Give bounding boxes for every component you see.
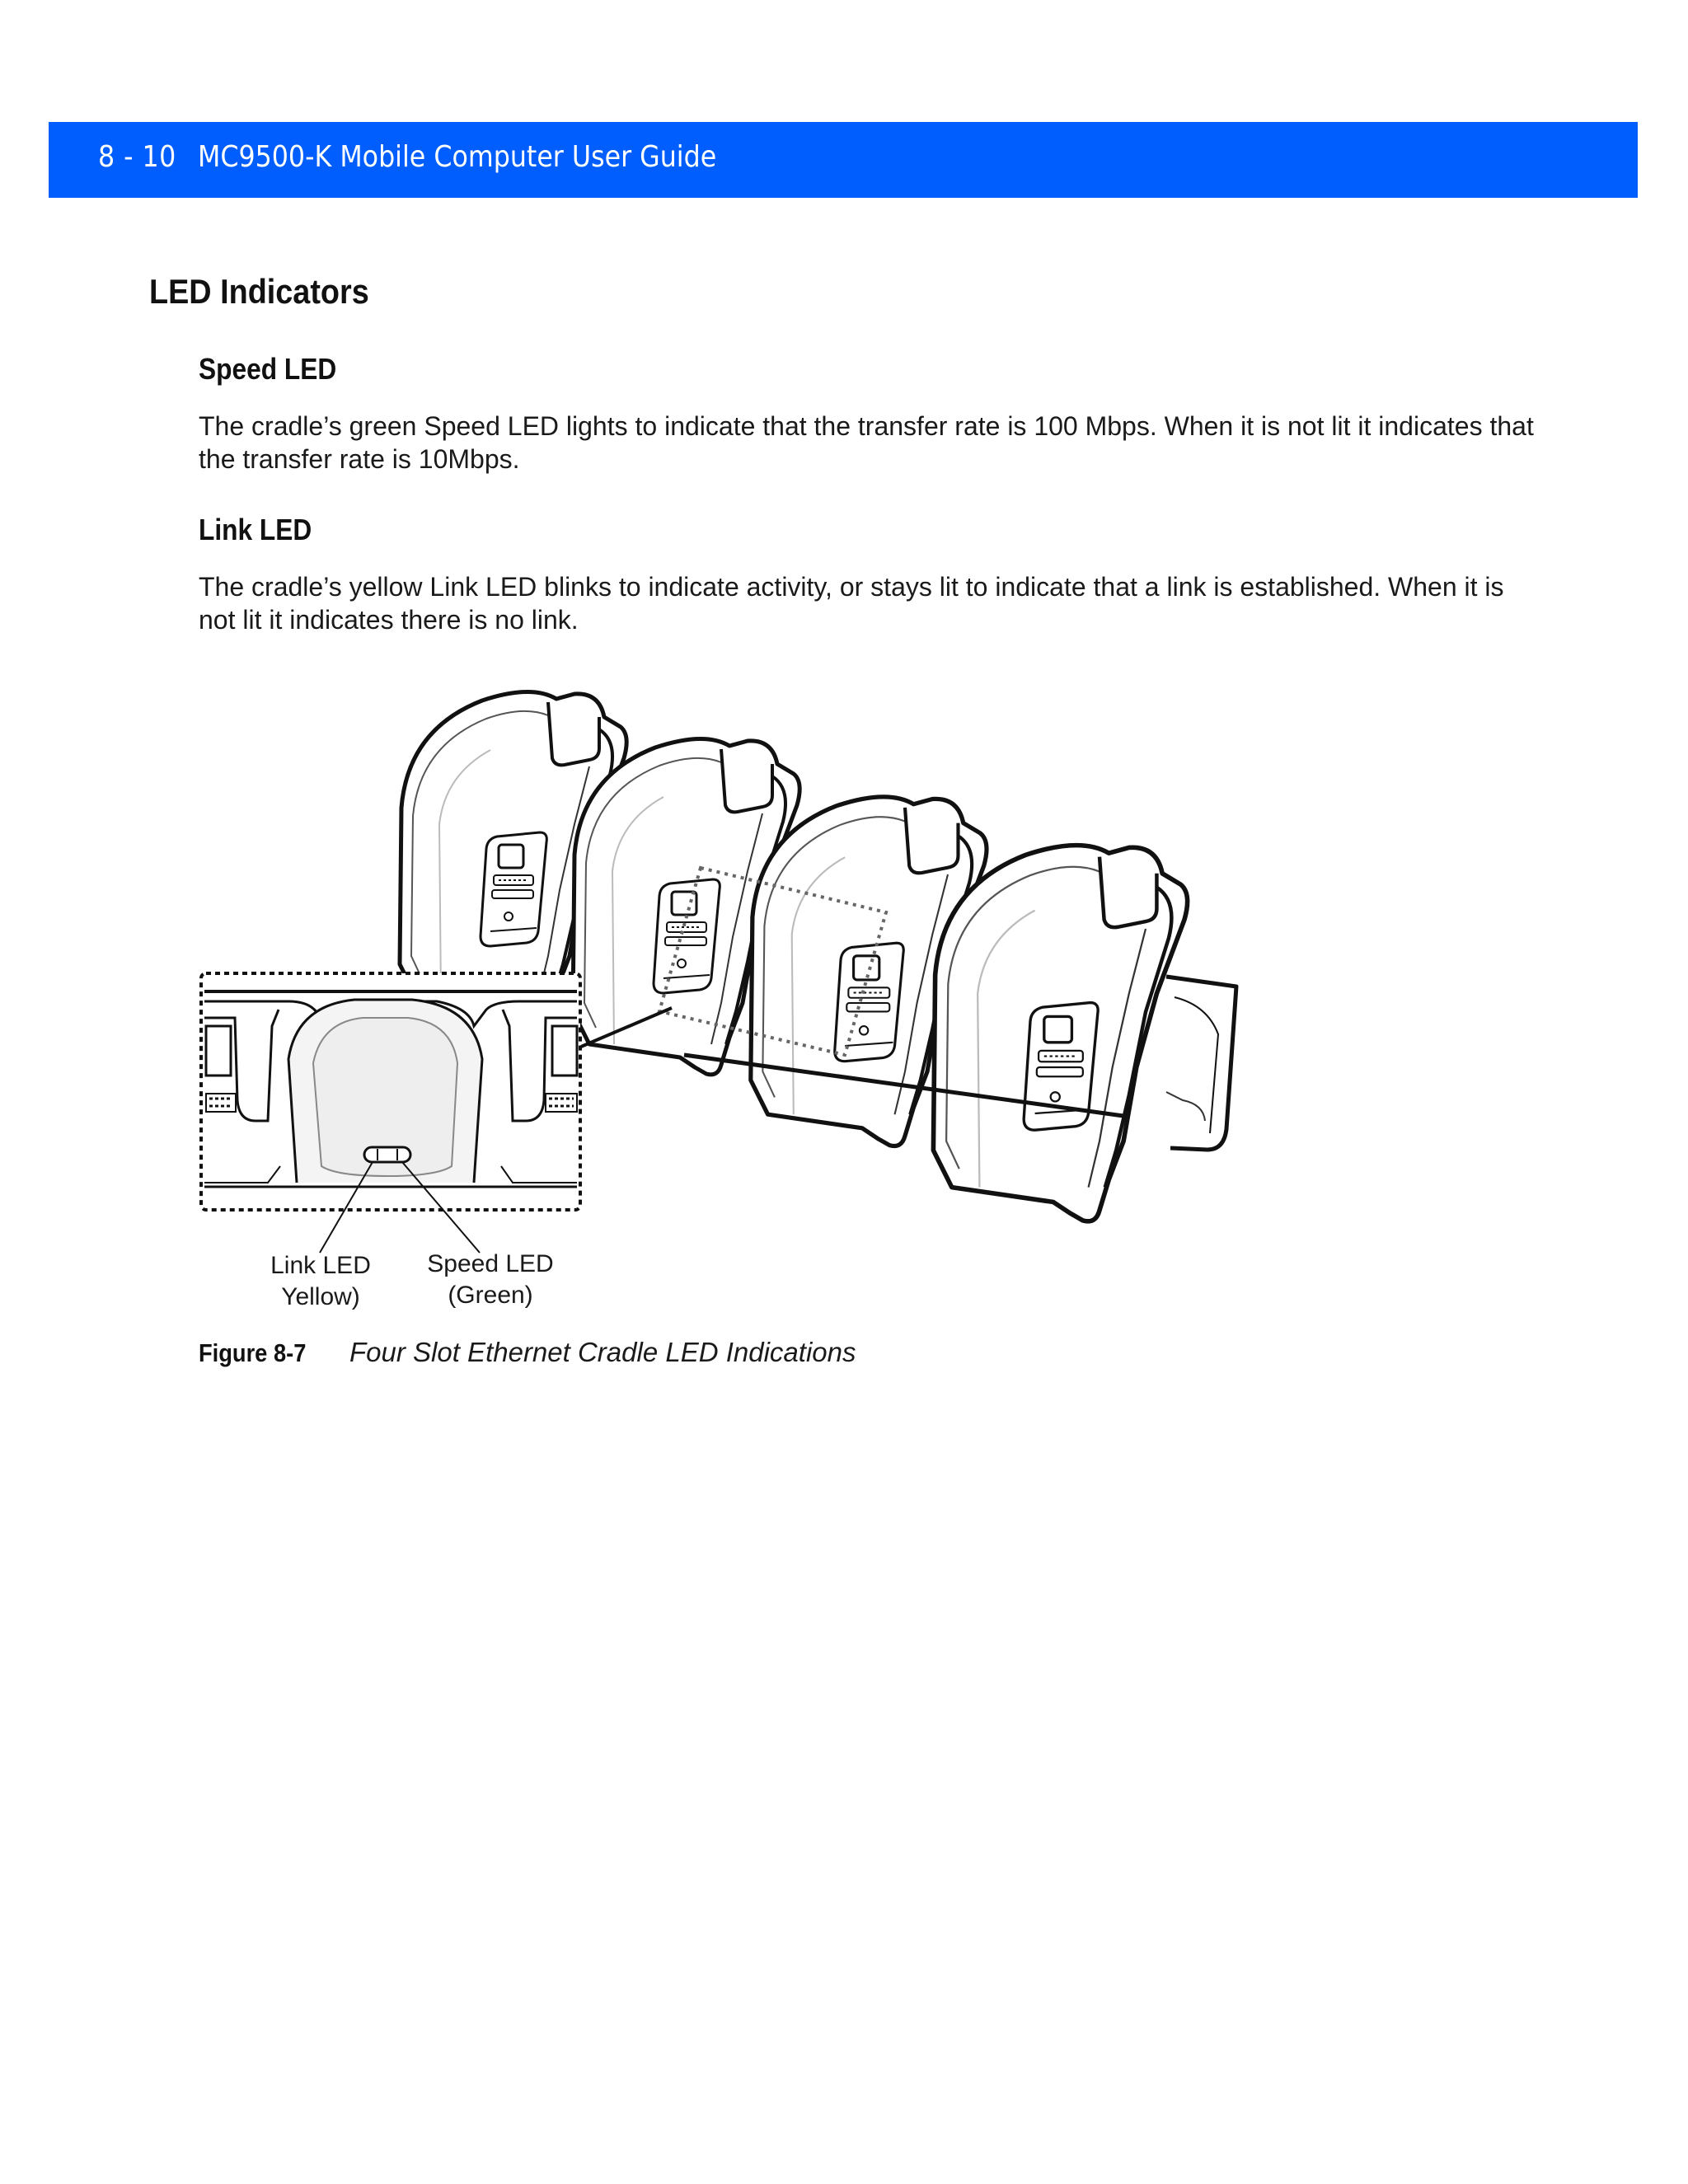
link-led-line-1: The cradle’s yellow Link LED blinks to indicate activity, or stays lit to indicate that a link is established. When it is <box>199 572 1504 602</box>
speed-led-heading: Speed LED <box>199 352 337 386</box>
link-led-line-2: not lit it indicates there is no link. <box>199 605 579 635</box>
four-slot-ethernet-cradle-illustration <box>190 672 1261 1315</box>
link-led-paragraph <box>199 570 1583 636</box>
speed-led-label-line-2: (Green) <box>448 1282 533 1309</box>
link-led-label-line-2: Yellow) <box>281 1283 360 1310</box>
speed-led-label <box>412 1249 569 1311</box>
page-header-bar <box>49 122 1638 198</box>
link-led-heading: Link LED <box>199 513 312 546</box>
led-inset-panel <box>201 973 580 1210</box>
link-led-label-line-1: Link LED <box>270 1252 371 1279</box>
guide-title: MC9500-K Mobile Computer User Guide <box>198 140 717 174</box>
figure-caption <box>199 1337 856 1368</box>
led-window <box>364 1147 410 1162</box>
page-number: 8 - 10 <box>98 140 176 174</box>
speed-led-line-1: The cradle’s green Speed LED lights to indicate that the transfer rate is 100 Mbps. When it is not lit it indicates that <box>199 411 1534 441</box>
figure-caption-text: Four Slot Ethernet Cradle LED Indications <box>349 1337 856 1367</box>
cradle-figure <box>190 672 1261 1315</box>
section-title: LED Indicators <box>149 272 369 311</box>
speed-led-paragraph <box>199 410 1583 476</box>
figure-number: Figure 8-7 <box>199 1338 307 1367</box>
speed-led-line-2: the transfer rate is 10Mbps. <box>199 444 520 474</box>
link-led-label <box>242 1250 399 1313</box>
speed-led-label-line-1: Speed LED <box>427 1250 554 1277</box>
